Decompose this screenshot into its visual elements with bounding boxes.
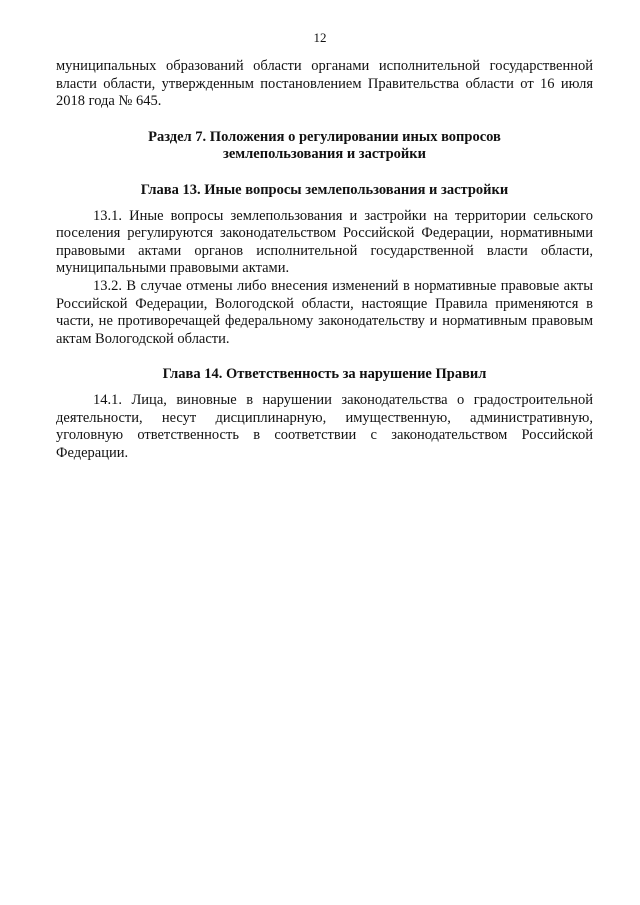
page-number: 12 bbox=[313, 30, 327, 45]
page-content bbox=[56, 58, 593, 462]
chapter-13-heading: Глава 13. Иные вопросы землепользования и застройки bbox=[140, 181, 509, 198]
section-7-title-line2: землепользования и застройки bbox=[223, 146, 426, 163]
paragraph-14-1: 14.1. Лица, виновные в нарушении законодательства о градостроительной деятельности, несут дисциплинарную, имущественную, административную, уголовную ответственность в соответствии с законодательством Российской Федерации. bbox=[56, 391, 593, 461]
section-7-title-line1: Раздел 7. Положения о регулировании иных вопросов bbox=[148, 128, 501, 145]
section-7-heading bbox=[56, 129, 593, 164]
chapter-14-heading: Глава 14. Ответственность за нарушение Правил bbox=[162, 366, 487, 383]
intro-paragraph: муниципальных образований области органами исполнительной государственной власти области, утвержденным постановлением Правительства области от 16 июля 2018 года № 645. bbox=[56, 58, 593, 110]
paragraph-13-1: 13.1. Иные вопросы землепользования и застройки на территории сельского поселения регулируются законодательством Российской Федерации, нормативными правовыми актами органов исполнительной государственной власти области, муниципальными правовыми актами. bbox=[56, 207, 593, 277]
paragraph-13-2: 13.2. В случае отмены либо внесения изменений в нормативные правовые акты Российской Федерации, Вологодской области, настоящие Правила применяются в части, не противоречащей федеральному законодательству и нормативным правовым актам Вологодской области. bbox=[56, 277, 593, 347]
